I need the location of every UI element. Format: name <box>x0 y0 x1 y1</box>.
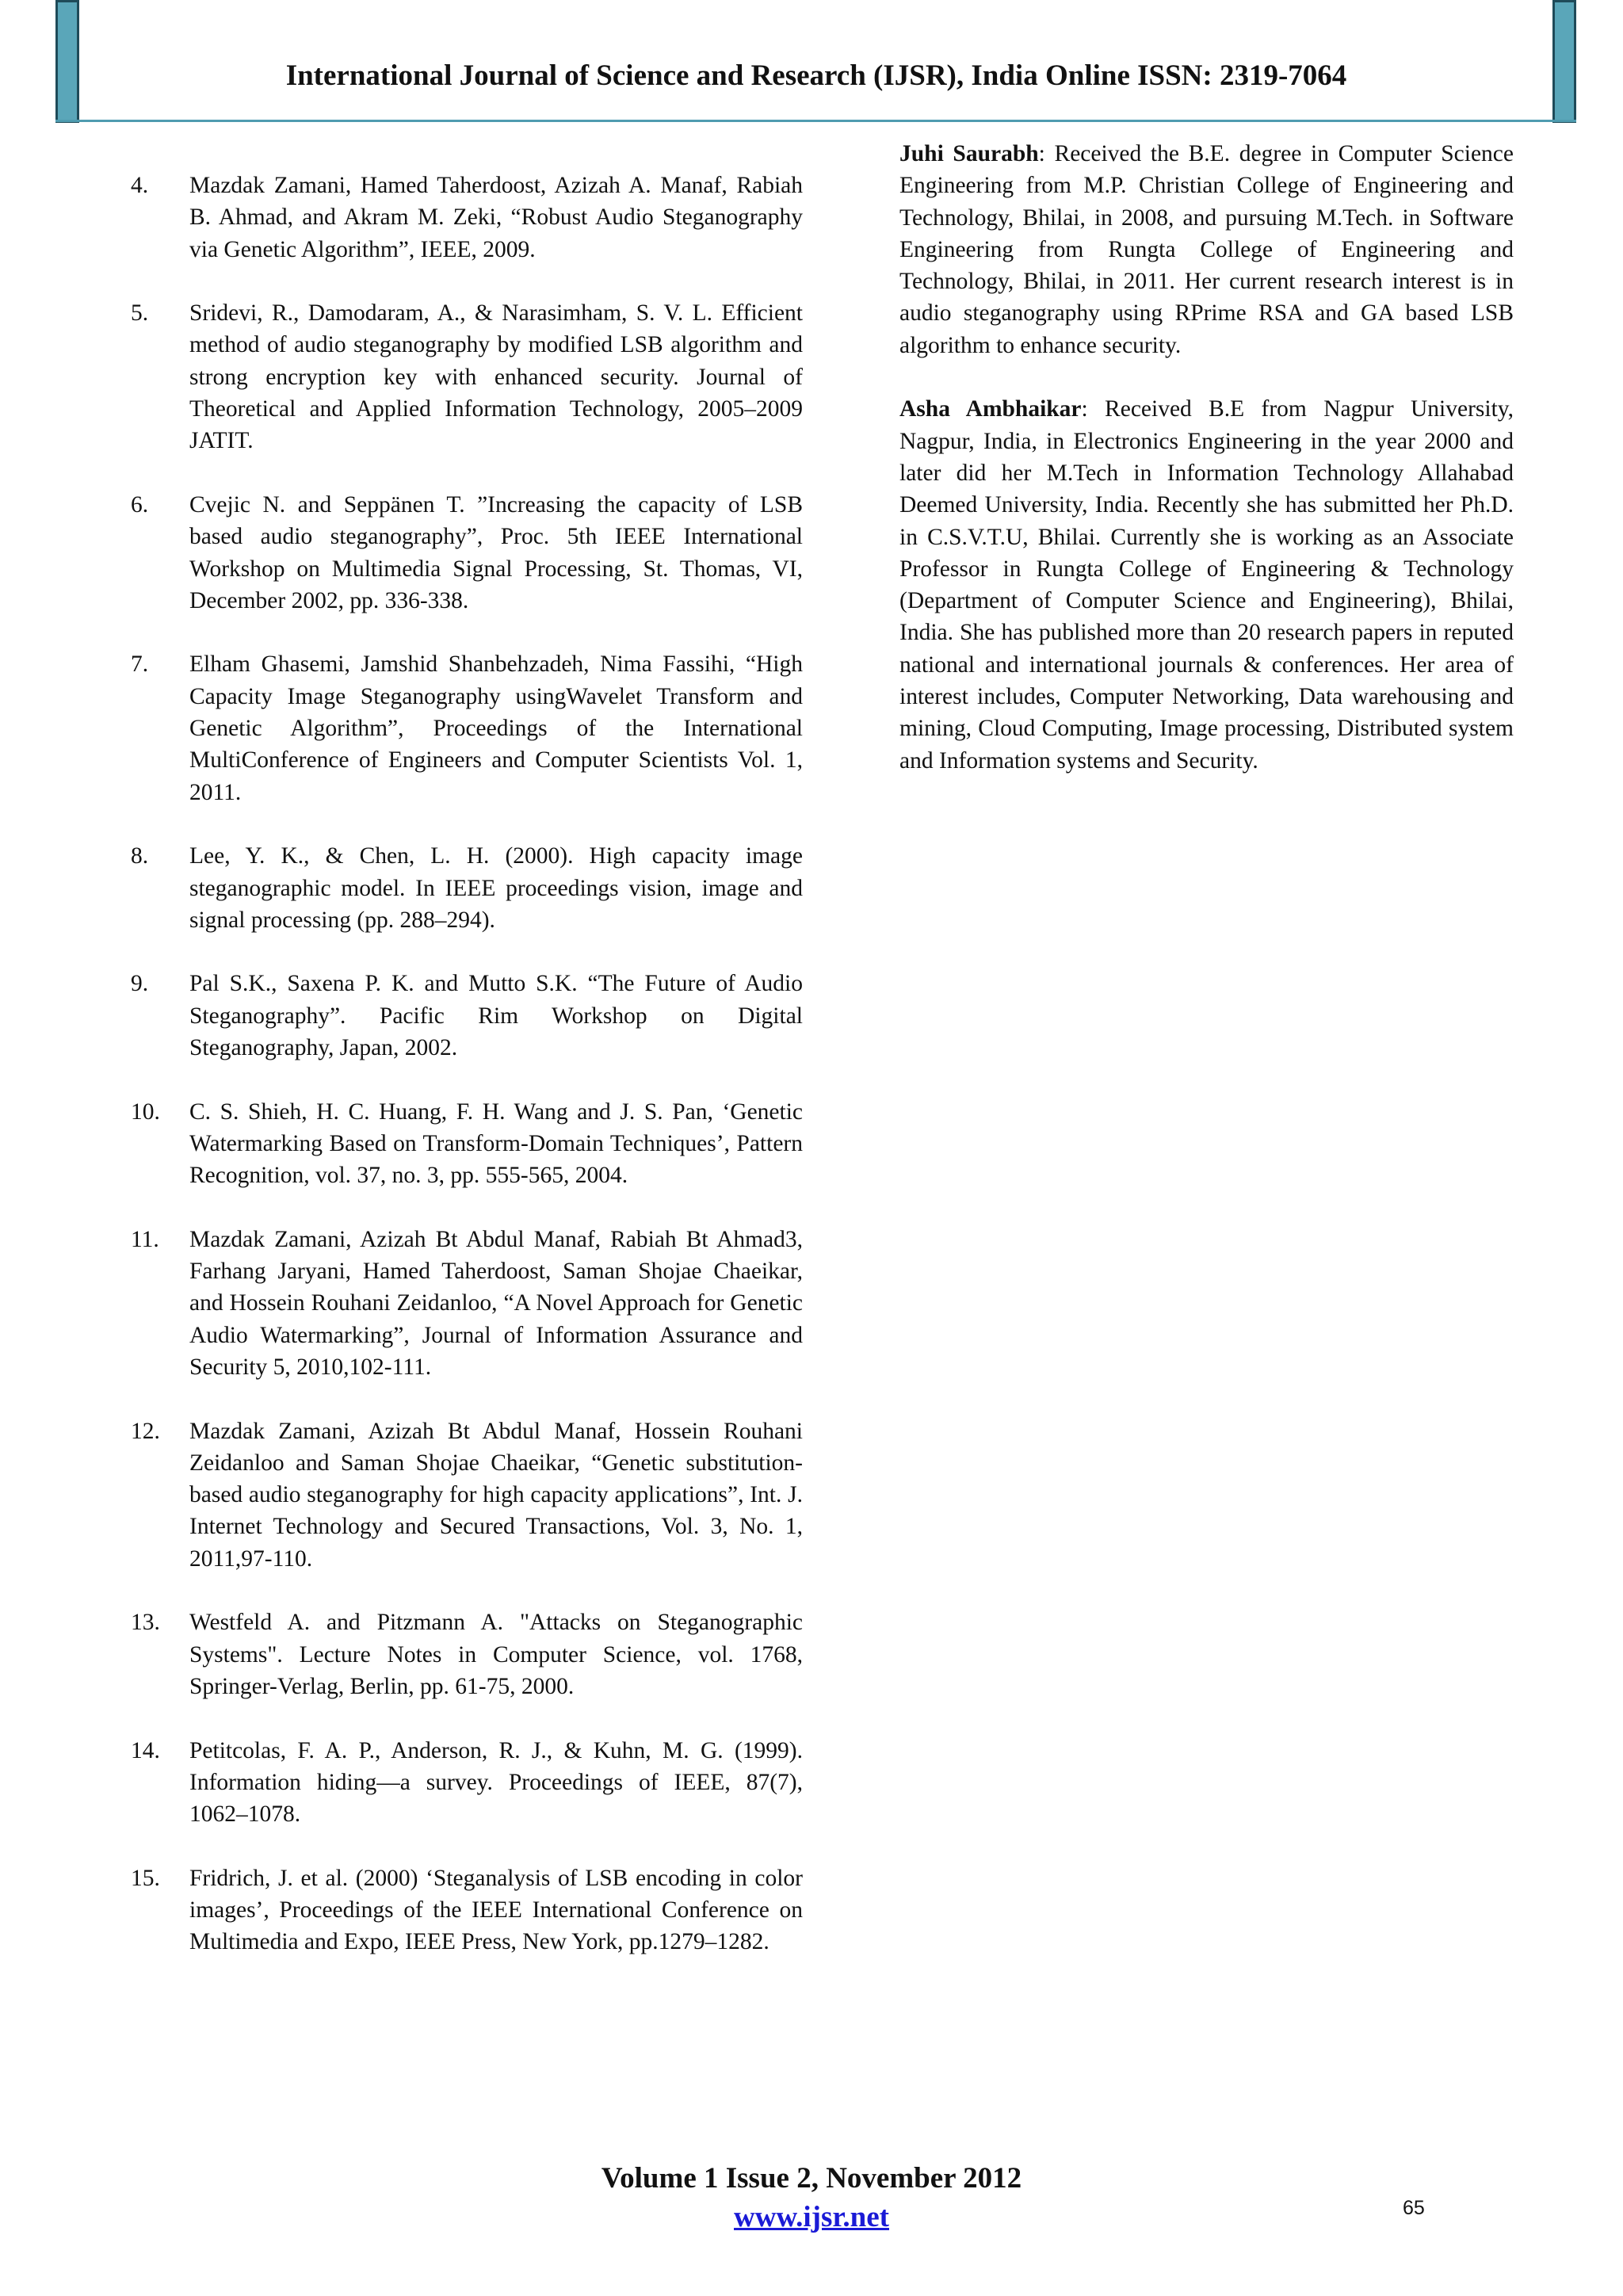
page-number: 65 <box>1403 2197 1425 2219</box>
reference-number: 5. <box>131 300 149 327</box>
header-divider <box>55 120 1576 122</box>
author-bio-text: : Received B.E from Nagpur University, Nagpur, India, in Electronics Engineering in the year 2000 and later did her M.Tech in Information Technology Allahabad Deemed University, India. Recently she has submitted her Ph.D. in C.S.V.T.U, Bhilai. Currently she is working as an Associate Professor in Rungta College of Engineering & Technology (Department of Computer Science and Engineering), Bhilai, India. She has published more than 20 research papers in reputed national and international journals & conferences. Her area of interest includes, Computer Networking, Data warehousing and mining, Cloud Computing, Image processing, Distributed system and Information systems and Security. <box>899 396 1514 774</box>
reference-item <box>131 489 803 617</box>
reference-number: 13. <box>131 1610 160 1636</box>
reference-number: 15. <box>131 1865 160 1891</box>
reference-text: Elham Ghasemi, Jamshid Shanbehzadeh, Nima Fassihi, “High Capacity Image Steganography usingWavelet Transform and Genetic Algorithm”, Proceedings of the International MultiConference of Engineers and Computer Scientists Vol. 1, 2011. <box>189 651 803 805</box>
author-name: Asha Ambhaikar <box>899 396 1082 422</box>
author-bio <box>899 393 1514 777</box>
reference-text: C. S. Shieh, H. C. Huang, F. H. Wang and J. S. Pan, ‘Genetic Watermarking Based on Transform-Domain Techniques’, Pattern Recognition, vol. 37, no. 3, pp. 555-565, 2004. <box>189 1098 803 1189</box>
reference-number: 12. <box>131 1418 160 1444</box>
journal-header-title: International Journal of Science and Research (IJSR), India Online ISSN: 2319-7064 <box>285 59 1347 92</box>
reference-item <box>131 1606 803 1702</box>
author-bio <box>899 138 1514 361</box>
header-right-bar <box>1552 0 1576 123</box>
reference-number: 9. <box>131 971 149 997</box>
reference-text: Mazdak Zamani, Azizah Bt Abdul Manaf, Hossein Rouhani Zeidanloo and Saman Shojae Chaeikar, “Genetic substitution-based audio steganography for high capacity applications”, Int. J. Internet Technology and Secured Transactions, Vol. 3, No. 1, 2011,97-110. <box>189 1418 803 1572</box>
reference-item <box>131 1735 803 1831</box>
reference-item <box>131 1224 803 1383</box>
reference-item <box>131 840 803 936</box>
footer-volume-info: Volume 1 Issue 2, November 2012 <box>601 2162 1022 2195</box>
reference-item <box>131 648 803 808</box>
reference-item <box>131 297 803 457</box>
author-bios-column <box>899 138 1514 808</box>
reference-number: 11. <box>131 1226 159 1252</box>
author-name: Juhi Saurabh <box>899 141 1039 166</box>
reference-text: Mazdak Zamani, Azizah Bt Abdul Manaf, Rabiah Bt Ahmad3, Farhang Jaryani, Hamed Taherdoost, Saman Shojae Chaeikar, and Hossein Rouhani Zeidanloo, “A Novel Approach for Genetic Audio Watermarking”, Journal of Information Assurance and Security 5, 2010,102-111. <box>189 1226 803 1380</box>
reference-number: 4. <box>131 173 149 198</box>
author-bio-text: : Received the B.E. degree in Computer Science Engineering from M.P. Christian College of Engineering and Technology, Bhilai, in 2008, and pursuing M.Tech. in Software Engineering from Rungta College of Engineering and Technology, Bhilai, in 2011. Her current research interest is in audio steganography using RPrime RSA and GA based LSB algorithm to enhance security. <box>899 141 1514 358</box>
reference-text: Fridrich, J. et al. (2000) ‘Steganalysis of LSB encoding in color images’, Proceedings of the IEEE International Conference on Multimedia and Expo, IEEE Press, New York, pp.1279–1282. <box>189 1865 803 1955</box>
reference-number: 14. <box>131 1737 160 1763</box>
reference-text: Petitcolas, F. A. P., Anderson, R. J., & Kuhn, M. G. (1999). Information hiding—a survey. Proceedings of IEEE, 87(7), 1062–1078. <box>189 1737 803 1828</box>
reference-item <box>131 1096 803 1192</box>
reference-text: Westfeld A. and Pitzmann A. "Attacks on Steganographic Systems". Lecture Notes in Computer Science, vol. 1768, Springer-Verlag, Berlin, pp. 61-75, 2000. <box>189 1610 803 1699</box>
reference-item <box>131 1862 803 1958</box>
reference-item <box>131 170 803 266</box>
header-left-bar <box>55 0 79 123</box>
journal-website-link[interactable]: www.ijsr.net <box>734 2201 889 2233</box>
reference-item <box>131 1415 803 1575</box>
reference-text: Cvejic N. and Seppänen T. ”Increasing the capacity of LSB based audio steganography”, Proc. 5th IEEE International Workshop on Multimedia Signal Processing, St. Thomas, VI, December 2002, pp. 336-338. <box>189 491 803 613</box>
references-column <box>131 170 803 1990</box>
reference-text: Sridevi, R., Damodaram, A., & Narasimham, S. V. L. Efficient method of audio steganography by modified LSB algorithm and strong encryption key with enhanced security. Journal of Theoretical and Applied Information Technology, 2005–2009 JATIT. <box>189 300 803 454</box>
reference-text: Lee, Y. K., & Chen, L. H. (2000). High capacity image steganographic model. In IEEE proceedings vision, image and signal processing (pp. 288–294). <box>189 843 803 933</box>
reference-text: Mazdak Zamani, Hamed Taherdoost, Azizah A. Manaf, Rabiah B. Ahmad, and Akram M. Zeki, “Robust Audio Steganography via Genetic Algorithm”, IEEE, 2009. <box>189 173 803 262</box>
reference-number: 8. <box>131 843 149 869</box>
reference-text: Pal S.K., Saxena P. K. and Mutto S.K. “The Future of Audio Steganography”. Pacific Rim Workshop on Digital Steganography, Japan, 2002. <box>189 971 803 1061</box>
reference-item <box>131 968 803 1064</box>
reference-number: 7. <box>131 651 149 678</box>
reference-number: 10. <box>131 1098 160 1125</box>
reference-number: 6. <box>131 491 149 518</box>
